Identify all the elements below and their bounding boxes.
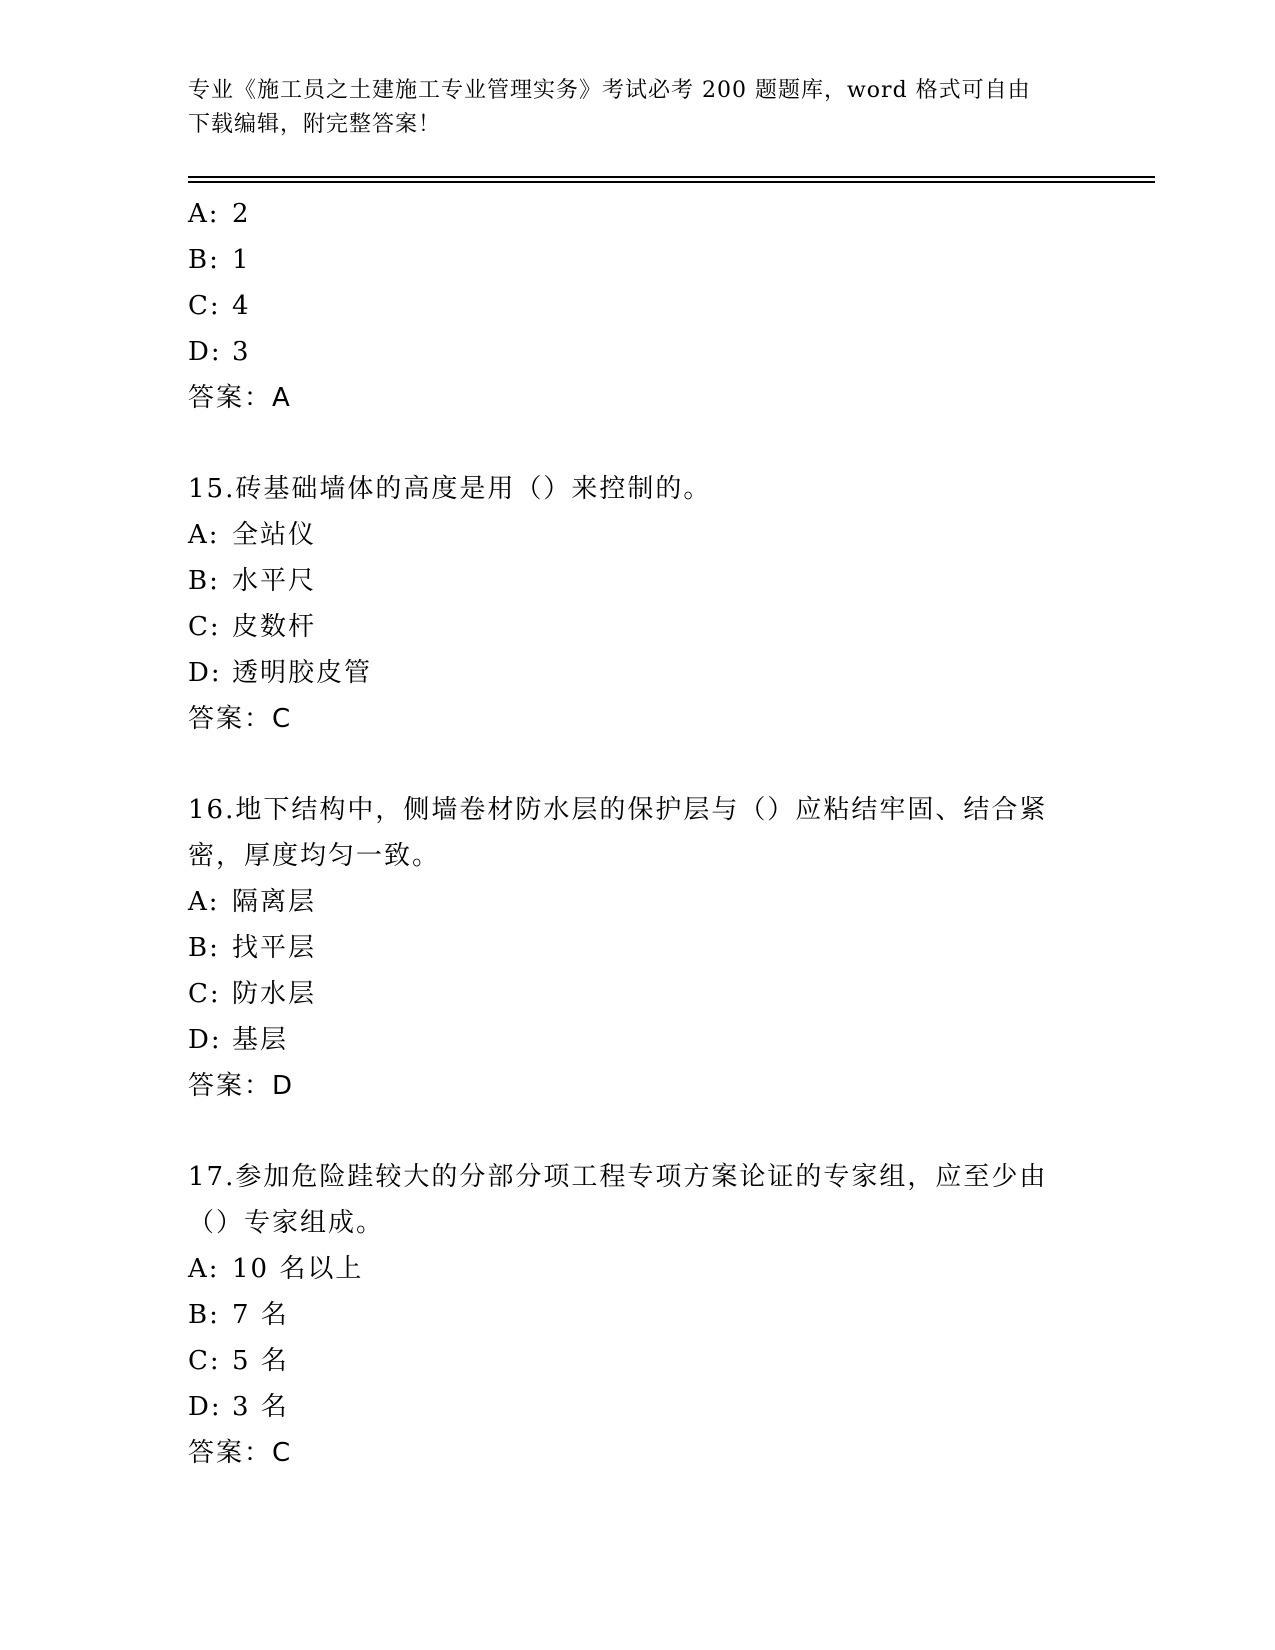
- question-block-17: [188, 1154, 1088, 1476]
- question-block-15: [188, 466, 1088, 742]
- option-d: D: 透明胶皮管: [188, 658, 373, 688]
- option-a: A: 2: [188, 199, 251, 229]
- option-a: A: 隔离层: [188, 887, 317, 917]
- answer-line: 答案：C: [188, 1438, 293, 1468]
- answer-line: 答案：D: [188, 1071, 295, 1101]
- header-rule-bottom: [188, 181, 1155, 183]
- header-line-2: 下载编辑，附完整答案！: [188, 112, 442, 137]
- option-c: C: 皮数杆: [188, 612, 317, 642]
- document-header: [188, 74, 1088, 142]
- option-b: B: 1: [188, 245, 251, 275]
- question-block-16: [188, 787, 1088, 1109]
- option-c: C: 防水层: [188, 979, 317, 1009]
- option-a: A: 全站仪: [188, 520, 317, 550]
- question-stem: 15.砖基础墙体的高度是用（）来控制的。: [188, 474, 712, 504]
- spacer: [188, 1109, 1088, 1154]
- option-c: C: 4: [188, 291, 251, 321]
- option-a: A: 10 名以上: [188, 1254, 364, 1284]
- question-block-prev: [188, 191, 1088, 421]
- option-d: D: 3: [188, 337, 251, 367]
- header-rule-top: [188, 176, 1155, 178]
- answer-line: 答案：A: [188, 383, 292, 413]
- answer-line: 答案：C: [188, 704, 293, 734]
- option-b: B: 7 名: [188, 1300, 289, 1330]
- question-stem-line-2: 密，厚度均匀一致。: [188, 841, 441, 871]
- option-d: D: 3 名: [188, 1392, 289, 1422]
- header-line-1: 专业《施工员之土建施工专业管理实务》考试必考 200 题题库，word 格式可自由: [188, 78, 1031, 103]
- option-b: B: 水平尺: [188, 566, 317, 596]
- question-stem-line-1: 17.参加危险跬较大的分部分项工程专项方案论证的专家组，应至少由: [188, 1162, 1048, 1192]
- option-d: D: 基层: [188, 1025, 289, 1055]
- question-list: [188, 191, 1088, 1476]
- option-b: B: 找平层: [188, 933, 317, 963]
- question-stem-line-1: 16.地下结构中，侧墙卷材防水层的保护层与（）应粘结牢固、结合紧: [188, 795, 1048, 825]
- question-stem-line-2: （）专家组成。: [188, 1208, 385, 1238]
- spacer: [188, 742, 1088, 787]
- spacer: [188, 421, 1088, 466]
- option-c: C: 5 名: [188, 1346, 289, 1376]
